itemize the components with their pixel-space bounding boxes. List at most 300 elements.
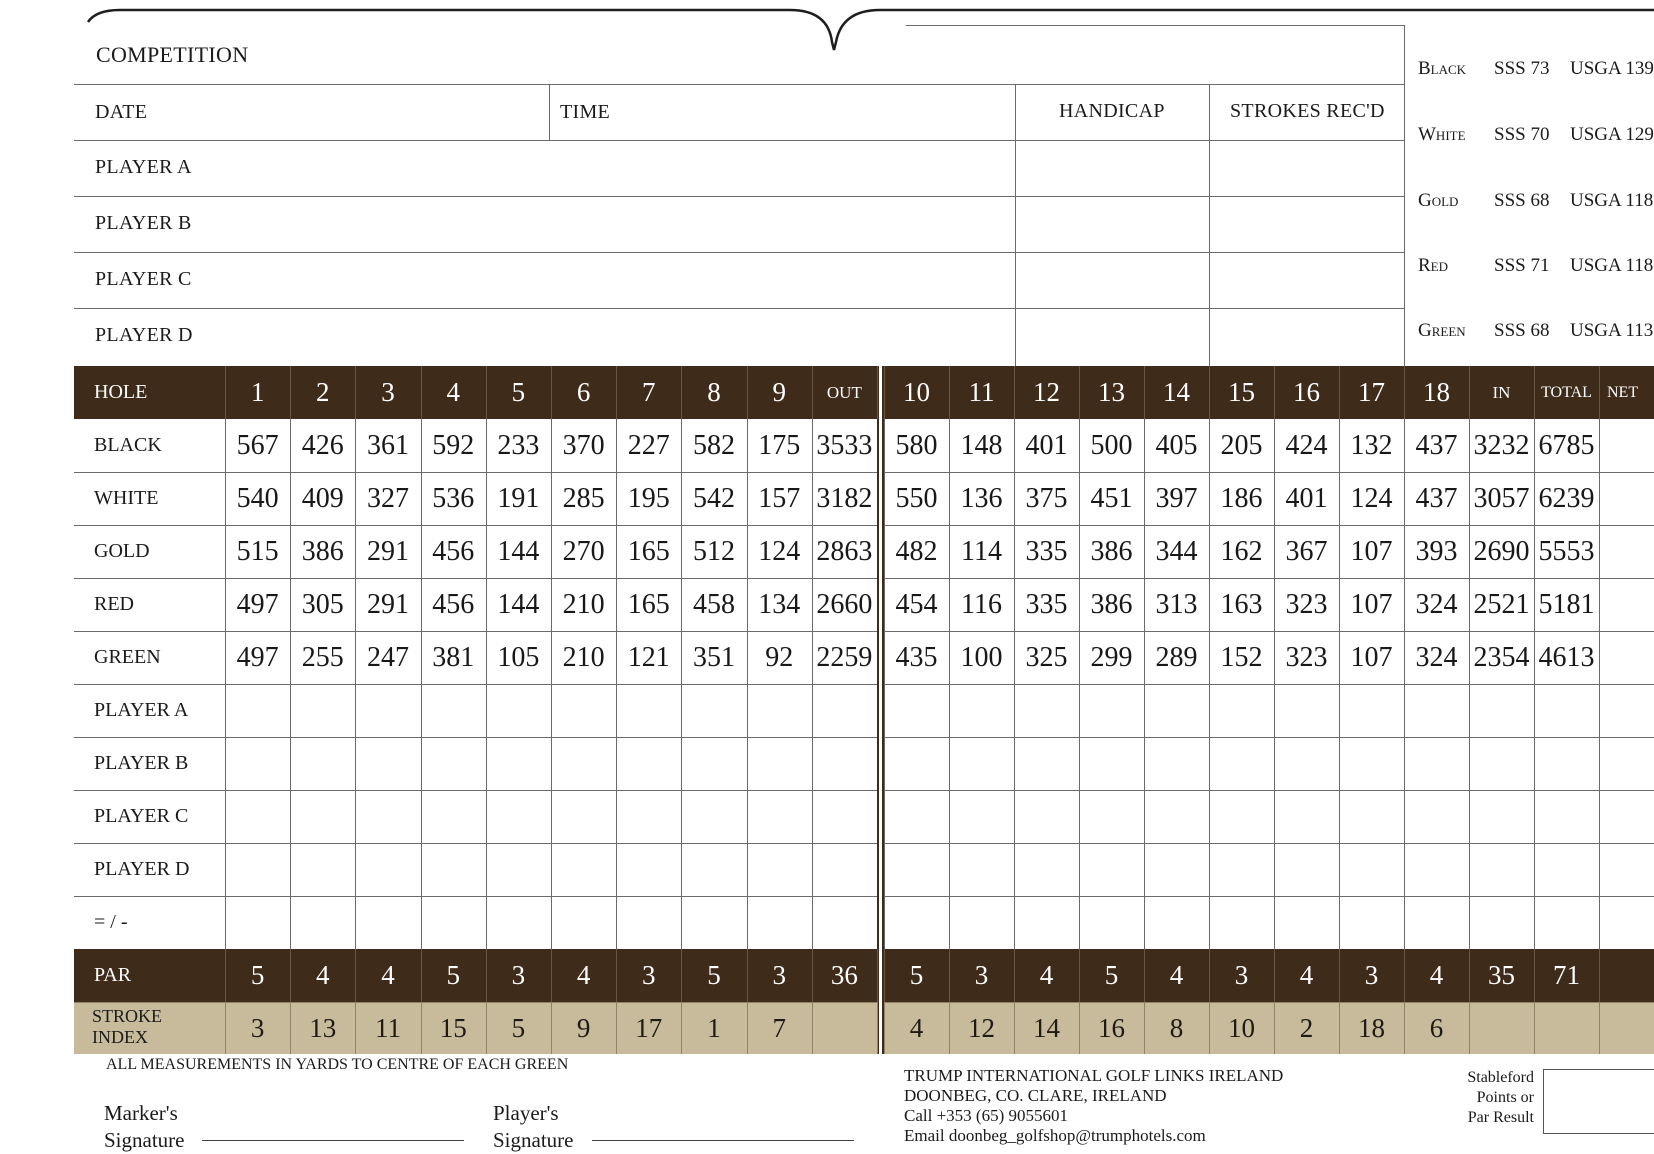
yardage-cell: 175	[758, 429, 801, 461]
total-yardage-cell: 5553	[1538, 535, 1595, 567]
bar-rule	[949, 1002, 950, 1054]
hole-number: 2	[316, 377, 330, 407]
yardage-cell: 210	[562, 588, 605, 620]
score-input-cell[interactable]	[553, 739, 614, 788]
yardage-cell: 247	[366, 641, 409, 673]
score-input-cell[interactable]	[1276, 898, 1337, 947]
score-input-cell[interactable]	[1601, 898, 1654, 947]
stableford-label: Stableford Points or Par Result	[1467, 1069, 1534, 1126]
yardage-cell: 335	[1025, 535, 1068, 567]
score-input-cell[interactable]	[1406, 792, 1467, 841]
date-field[interactable]	[160, 86, 540, 136]
score-input-cell[interactable]	[886, 898, 947, 947]
score-row-label: = / -	[94, 911, 128, 933]
bar-rule	[616, 949, 617, 1002]
score-input-cell[interactable]	[1471, 739, 1532, 788]
yardage-cell: 313	[1155, 588, 1198, 620]
form-divider	[1209, 84, 1210, 366]
bar-rule	[884, 366, 885, 419]
grid-rule	[1079, 419, 1080, 949]
score-input-cell[interactable]	[1471, 686, 1532, 735]
score-input-cell[interactable]	[1536, 898, 1597, 947]
bar-rule	[551, 949, 552, 1002]
score-input-cell[interactable]	[1471, 792, 1532, 841]
bar-rule	[1599, 1002, 1600, 1054]
par-cell: 4	[1039, 960, 1054, 990]
out-yardage-cell: 3533	[816, 429, 873, 461]
tee-rating-row	[1418, 320, 1653, 342]
yardage-cell: 291	[366, 535, 409, 567]
grid-rule	[616, 419, 617, 949]
score-input-cell[interactable]	[1276, 686, 1337, 735]
score-input-cell[interactable]	[1536, 739, 1597, 788]
tee-rating-name: Red	[1418, 255, 1449, 276]
bar-rule	[884, 1002, 1654, 1003]
score-input-cell[interactable]	[1471, 845, 1532, 894]
bar-rule	[747, 949, 748, 1002]
in-label: IN	[1492, 382, 1511, 402]
score-input-cell[interactable]	[618, 792, 679, 841]
score-input-cell[interactable]	[1211, 845, 1272, 894]
score-input-cell[interactable]	[553, 686, 614, 735]
stroke-index-cell: 5	[511, 1012, 526, 1043]
form-divider	[1015, 84, 1016, 366]
yardage-cell: 451	[1090, 482, 1133, 514]
hole-number: 10	[903, 377, 930, 407]
tee-rating-sss: SSS 68	[1494, 190, 1550, 211]
score-input-cell[interactable]	[1146, 792, 1207, 841]
score-input-cell[interactable]	[488, 686, 549, 735]
grid-rule	[884, 896, 1654, 897]
tee-rating-row	[1418, 255, 1653, 277]
score-input-cell[interactable]	[227, 739, 288, 788]
grid-rule	[681, 419, 682, 949]
yardage-cell: 567	[236, 429, 279, 461]
score-input-cell[interactable]	[1406, 845, 1467, 894]
yardage-cell: 381	[432, 641, 475, 673]
player-name-field[interactable]	[214, 144, 994, 192]
score-input-cell[interactable]	[553, 898, 614, 947]
date-label: DATE	[95, 101, 148, 123]
bar-rule	[1599, 366, 1600, 419]
yardage-cell: 227	[627, 429, 670, 461]
score-input-cell[interactable]	[488, 792, 549, 841]
yardage-cell: 397	[1155, 482, 1198, 514]
yardage-cell: 107	[1350, 588, 1393, 620]
score-input-cell[interactable]	[1081, 739, 1142, 788]
score-input-cell[interactable]	[292, 739, 353, 788]
par-cell: 3	[642, 960, 656, 990]
score-input-cell[interactable]	[227, 898, 288, 947]
score-input-cell[interactable]	[553, 845, 614, 894]
address-line: Call +353 (65) 9055601	[904, 1106, 1068, 1125]
score-input-cell[interactable]	[1536, 792, 1597, 841]
score-input-cell[interactable]	[951, 792, 1012, 841]
score-input-cell[interactable]	[357, 792, 418, 841]
par-in-cell: 35	[1488, 960, 1515, 990]
score-input-cell[interactable]	[227, 686, 288, 735]
yardage-cell: 437	[1415, 482, 1458, 514]
score-input-cell[interactable]	[1081, 792, 1142, 841]
yardage-cell: 361	[366, 429, 409, 461]
bar-rule	[1469, 1002, 1470, 1054]
grid-rule	[74, 737, 877, 738]
tee-name: GOLD	[94, 540, 150, 562]
score-input-cell[interactable]	[749, 739, 810, 788]
score-input-cell[interactable]	[1601, 845, 1654, 894]
bar-rule	[681, 366, 682, 419]
bar-rule	[812, 949, 813, 1002]
tee-rating-sss: SSS 73	[1494, 58, 1550, 79]
par-cell: 4	[381, 960, 395, 990]
player-name-label: PLAYER A	[95, 156, 192, 178]
bar-rule	[681, 949, 682, 1002]
yardage-cell: 191	[497, 482, 540, 514]
grid-rule	[74, 843, 877, 844]
player-signature-line[interactable]	[592, 1140, 854, 1141]
tee-rating-sss: SSS 71	[1494, 255, 1550, 276]
tee-rating-usga: USGA 118	[1570, 255, 1654, 276]
out-yardage-cell: 2863	[816, 535, 873, 567]
score-input-cell[interactable]	[1276, 792, 1337, 841]
bar-rule	[1014, 949, 1015, 1002]
score-input-cell[interactable]	[423, 845, 484, 894]
out-yardage-cell: 2259	[816, 641, 873, 673]
grid-rule	[355, 419, 356, 949]
par-cell: 4	[1429, 960, 1444, 990]
grid-rule	[1209, 419, 1210, 949]
player-name-field[interactable]	[214, 200, 994, 248]
par-cell: 3	[1364, 960, 1379, 990]
address-line: DOONBEG, CO. CLARE, IRELAND	[904, 1086, 1167, 1105]
score-input-cell[interactable]	[292, 686, 353, 735]
player-handicap-field[interactable]	[1019, 256, 1207, 304]
score-input-cell[interactable]	[1536, 845, 1597, 894]
score-input-cell[interactable]	[1471, 898, 1532, 947]
score-input-cell[interactable]	[1341, 845, 1402, 894]
score-input-cell[interactable]	[951, 686, 1012, 735]
player-strokes-field[interactable]	[1213, 312, 1401, 360]
score-input-cell[interactable]	[1146, 845, 1207, 894]
score-input-cell[interactable]	[423, 686, 484, 735]
score-input-cell[interactable]	[1146, 898, 1207, 947]
yardage-cell: 152	[1220, 641, 1263, 673]
score-input-cell[interactable]	[1601, 739, 1654, 788]
score-input-cell[interactable]	[1601, 686, 1654, 735]
score-input-cell[interactable]	[814, 845, 875, 894]
yardage-cell: 515	[236, 535, 279, 567]
grid-rule	[74, 631, 877, 632]
score-input-cell[interactable]	[618, 739, 679, 788]
yardage-cell: 435	[895, 641, 938, 673]
par-cell: 3	[1234, 960, 1249, 990]
score-input-cell[interactable]	[1601, 792, 1654, 841]
score-input-cell[interactable]	[1341, 898, 1402, 947]
bar-rule	[74, 1002, 877, 1003]
score-input-cell[interactable]	[423, 792, 484, 841]
grid-rule	[747, 419, 748, 949]
score-input-cell[interactable]	[1081, 845, 1142, 894]
score-input-cell[interactable]	[1341, 686, 1402, 735]
yardage-cell: 592	[432, 429, 475, 461]
stroke-index-cell: 11	[374, 1012, 401, 1043]
yardage-cell: 305	[301, 588, 344, 620]
score-input-cell[interactable]	[951, 845, 1012, 894]
score-input-cell[interactable]	[1341, 792, 1402, 841]
hole-number: 14	[1163, 377, 1190, 407]
form-rule	[74, 84, 1404, 85]
score-input-cell[interactable]	[488, 739, 549, 788]
score-input-cell[interactable]	[1406, 898, 1467, 947]
par-total-cell: 71	[1553, 960, 1580, 990]
grid-rule	[290, 419, 291, 949]
yardage-cell: 124	[1350, 482, 1393, 514]
bar-rule	[812, 1002, 813, 1054]
form-rule	[74, 196, 1404, 197]
tee-name: RED	[94, 593, 134, 615]
bar-rule	[1274, 1002, 1275, 1054]
score-row-label: PLAYER A	[94, 699, 189, 721]
score-input-cell[interactable]	[292, 792, 353, 841]
score-input-cell[interactable]	[618, 898, 679, 947]
score-input-cell[interactable]	[357, 898, 418, 947]
grid-rule	[884, 525, 1654, 526]
score-input-cell[interactable]	[683, 686, 744, 735]
bar-rule	[1339, 1002, 1340, 1054]
grid-rule	[1339, 419, 1340, 949]
score-input-cell[interactable]	[423, 739, 484, 788]
score-input-cell[interactable]	[886, 686, 947, 735]
par-label: PAR	[94, 964, 132, 986]
bar-rule	[877, 949, 878, 1002]
bar-rule	[1404, 366, 1405, 419]
grid-rule	[1274, 419, 1275, 949]
par-cell: 5	[446, 960, 460, 990]
score-input-cell[interactable]	[357, 845, 418, 894]
hole-number: 3	[381, 377, 395, 407]
bar-rule	[1144, 949, 1145, 1002]
player-name-label: PLAYER B	[95, 212, 192, 234]
player-name-field[interactable]	[214, 256, 994, 304]
tee-name: GREEN	[94, 646, 161, 668]
score-input-cell[interactable]	[1536, 686, 1597, 735]
score-input-cell[interactable]	[1016, 898, 1077, 947]
score-input-cell[interactable]	[488, 845, 549, 894]
bar-rule	[1274, 366, 1275, 419]
form-divider	[549, 84, 550, 140]
score-input-cell[interactable]	[357, 739, 418, 788]
player-strokes-field[interactable]	[1213, 256, 1401, 304]
hole-number: 8	[707, 377, 721, 407]
score-input-cell[interactable]	[1016, 792, 1077, 841]
yardage-cell: 144	[497, 588, 540, 620]
score-input-cell[interactable]	[1081, 686, 1142, 735]
bar-rule	[877, 1002, 878, 1054]
par-cell: 3	[772, 960, 786, 990]
yardage-cell: 157	[758, 482, 801, 514]
yardage-cell: 100	[960, 641, 1003, 673]
in-yardage-cell: 3232	[1473, 429, 1530, 461]
measurement-note: ALL MEASUREMENTS IN YARDS TO CENTRE OF EACH GREEN	[106, 1056, 569, 1073]
grid-rule	[1014, 419, 1015, 949]
score-input-cell[interactable]	[1406, 686, 1467, 735]
yardage-cell: 454	[895, 588, 938, 620]
yardage-cell: 325	[1025, 641, 1068, 673]
grid-rule	[74, 578, 877, 579]
tee-rating-usga: USGA 139	[1570, 58, 1654, 79]
tee-rating-name: Gold	[1418, 190, 1459, 211]
grid-rule	[1469, 419, 1470, 949]
bar-rule	[1404, 1002, 1405, 1054]
score-input-cell[interactable]	[488, 898, 549, 947]
yardage-cell: 291	[366, 588, 409, 620]
stroke-index-cell: 7	[772, 1012, 786, 1043]
score-input-cell[interactable]	[1211, 739, 1272, 788]
yardage-cell: 210	[562, 641, 605, 673]
score-input-cell[interactable]	[618, 686, 679, 735]
score-input-cell[interactable]	[357, 686, 418, 735]
grid-rule	[884, 578, 1654, 579]
yardage-cell: 335	[1025, 588, 1068, 620]
score-input-cell[interactable]	[683, 898, 744, 947]
stroke-index-cell: 8	[1169, 1012, 1184, 1043]
yardage-cell: 542	[692, 482, 735, 514]
score-input-cell[interactable]	[683, 739, 744, 788]
score-input-cell[interactable]	[1016, 845, 1077, 894]
marker-signature-line[interactable]	[202, 1140, 464, 1141]
stableford-result-box[interactable]	[1543, 1069, 1654, 1134]
yardage-cell: 344	[1155, 535, 1198, 567]
yardage-cell: 299	[1090, 641, 1133, 673]
player-strokes-field[interactable]	[1213, 144, 1401, 192]
bar-rule	[812, 366, 813, 419]
score-input-cell[interactable]	[814, 739, 875, 788]
score-input-cell[interactable]	[1211, 686, 1272, 735]
score-input-cell[interactable]	[886, 739, 947, 788]
score-row-label: PLAYER B	[94, 752, 189, 774]
bar-rule	[1339, 366, 1340, 419]
bar-rule	[616, 366, 617, 419]
yardage-cell: 327	[366, 482, 409, 514]
yardage-cell: 255	[301, 641, 344, 673]
score-input-cell[interactable]	[227, 845, 288, 894]
score-input-cell[interactable]	[1146, 739, 1207, 788]
in-yardage-cell: 2521	[1473, 588, 1530, 620]
score-input-cell[interactable]	[814, 792, 875, 841]
bar-rule	[355, 1002, 356, 1054]
score-input-cell[interactable]	[1081, 898, 1142, 947]
yardage-cell: 500	[1090, 429, 1133, 461]
score-input-cell[interactable]	[292, 898, 353, 947]
stroke-index-cell: 15	[439, 1012, 467, 1043]
score-input-cell[interactable]	[1276, 845, 1337, 894]
score-input-cell[interactable]	[749, 792, 810, 841]
time-label: TIME	[560, 101, 611, 123]
bar-rule	[551, 1002, 552, 1054]
score-input-cell[interactable]	[951, 739, 1012, 788]
score-input-cell[interactable]	[749, 845, 810, 894]
score-input-cell[interactable]	[1406, 739, 1467, 788]
yardage-cell: 456	[432, 535, 475, 567]
par-cell: 5	[250, 960, 265, 990]
par-cell: 3	[974, 960, 989, 990]
out-yardage-cell: 3182	[816, 482, 873, 514]
yardage-cell: 289	[1155, 641, 1198, 673]
score-input-cell[interactable]	[618, 845, 679, 894]
yardage-cell: 105	[497, 641, 540, 673]
yardage-cell: 550	[895, 482, 938, 514]
competition-field[interactable]	[250, 30, 1400, 80]
yardage-cell: 324	[1415, 641, 1458, 673]
tee-rating-usga: USGA 129	[1570, 124, 1654, 145]
score-input-cell[interactable]	[886, 792, 947, 841]
player-strokes-field[interactable]	[1213, 200, 1401, 248]
score-input-cell[interactable]	[1016, 686, 1077, 735]
score-input-cell[interactable]	[749, 686, 810, 735]
score-input-cell[interactable]	[1341, 739, 1402, 788]
player-handicap-field[interactable]	[1019, 144, 1207, 192]
out-label: OUT	[826, 382, 862, 402]
tee-rating-row	[1418, 124, 1654, 146]
score-input-cell[interactable]	[1016, 739, 1077, 788]
tee-rating-name: White	[1418, 124, 1466, 145]
bar-rule	[681, 1002, 682, 1054]
player-name-label: PLAYER D	[95, 324, 193, 346]
score-input-cell[interactable]	[1146, 686, 1207, 735]
time-field[interactable]	[630, 86, 1010, 136]
score-input-cell[interactable]	[951, 898, 1012, 947]
score-input-cell[interactable]	[683, 845, 744, 894]
par-cell: 3	[511, 960, 526, 990]
yardage-cell: 195	[627, 482, 670, 514]
player-row	[74, 196, 1404, 252]
score-input-cell[interactable]	[749, 898, 810, 947]
player-handicap-field[interactable]	[1019, 200, 1207, 248]
player-handicap-field[interactable]	[1019, 312, 1207, 360]
yardage-cell: 233	[497, 429, 540, 461]
score-input-cell[interactable]	[553, 792, 614, 841]
stroke-index-cell: 17	[635, 1012, 663, 1043]
form-rule	[74, 252, 1404, 253]
yardage-cell: 409	[301, 482, 344, 514]
score-input-cell[interactable]	[1276, 739, 1337, 788]
score-input-cell[interactable]	[227, 792, 288, 841]
strokes-received-label: STROKES REC'D	[1230, 100, 1385, 122]
stroke-index-cell: 3	[250, 1012, 265, 1043]
score-input-cell[interactable]	[292, 845, 353, 894]
player-name-field[interactable]	[214, 312, 994, 360]
par-cell: 5	[707, 960, 721, 990]
stroke-index-cell: 16	[1098, 1012, 1125, 1043]
club-address	[904, 1066, 1283, 1146]
yardage-cell: 323	[1285, 641, 1328, 673]
yardage-cell: 497	[236, 588, 279, 620]
score-input-cell[interactable]	[1211, 898, 1272, 947]
score-input-cell[interactable]	[814, 898, 875, 947]
score-input-cell[interactable]	[886, 845, 947, 894]
score-input-cell[interactable]	[1211, 792, 1272, 841]
yardage-cell: 165	[627, 588, 670, 620]
in-yardage-cell: 2690	[1473, 535, 1530, 567]
score-input-cell[interactable]	[683, 792, 744, 841]
score-input-cell[interactable]	[814, 686, 875, 735]
bar-rule	[884, 949, 885, 1002]
player-row	[74, 252, 1404, 308]
yardage-cell: 351	[692, 641, 735, 673]
net-label: NET	[1607, 383, 1639, 401]
grid-rule	[884, 843, 1654, 844]
score-input-cell[interactable]	[423, 898, 484, 947]
